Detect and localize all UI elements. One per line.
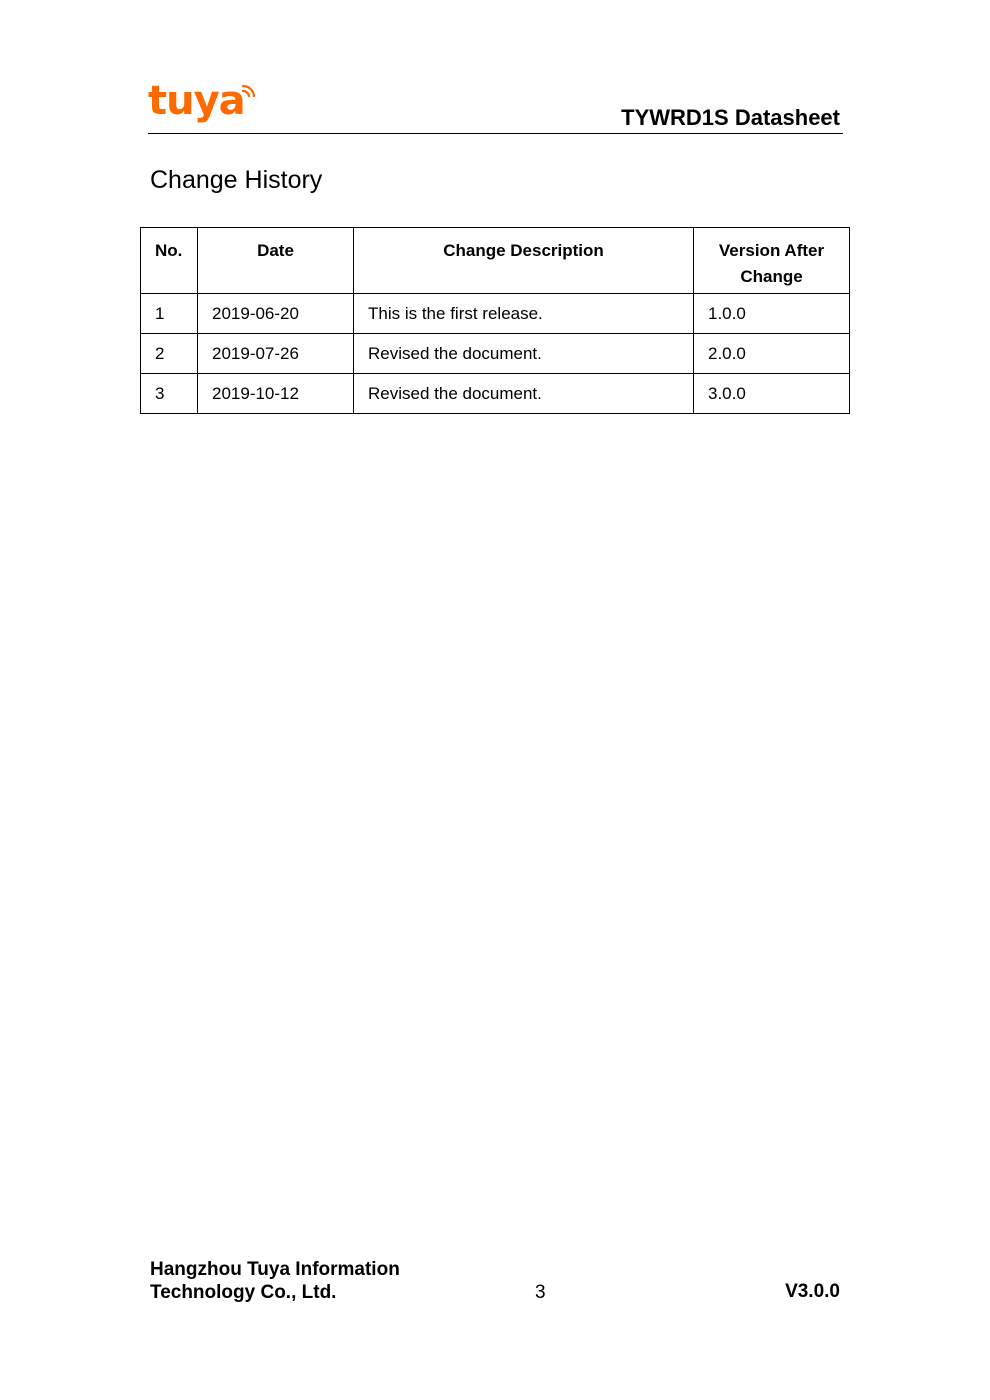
table-header-row — [141, 228, 850, 294]
header-date: Date — [198, 228, 354, 294]
cell-version: 1.0.0 — [694, 294, 850, 334]
page-number: 3 — [535, 1282, 546, 1303]
header-version-label: Version After Change — [718, 241, 825, 286]
footer-company — [150, 1258, 400, 1304]
cell-date: 2019-06-20 — [198, 294, 354, 334]
company-line-2: Technology Co., Ltd. — [150, 1282, 337, 1303]
footer-version: V3.0.0 — [785, 1281, 840, 1302]
header-no: No. — [141, 228, 198, 294]
document-title: TYWRD1S Datasheet — [621, 105, 840, 130]
tuya-logo — [148, 78, 257, 124]
section-title: Change History — [150, 166, 323, 194]
wifi-icon — [241, 82, 257, 98]
table-row — [141, 334, 850, 374]
cell-no: 1 — [141, 294, 198, 334]
cell-no: 2 — [141, 334, 198, 374]
company-line-1: Hangzhou Tuya Information — [150, 1259, 400, 1280]
cell-no: 3 — [141, 374, 198, 414]
cell-date: 2019-07-26 — [198, 334, 354, 374]
cell-date: 2019-10-12 — [198, 374, 354, 414]
cell-version: 2.0.0 — [694, 334, 850, 374]
change-history-table — [140, 227, 850, 414]
cell-description: Revised the document. — [354, 334, 694, 374]
table-row — [141, 374, 850, 414]
table-row — [141, 294, 850, 334]
cell-description: This is the first release. — [354, 294, 694, 334]
logo-text: tuya — [148, 78, 245, 124]
header-divider — [148, 133, 843, 134]
cell-version: 3.0.0 — [694, 374, 850, 414]
header-version — [694, 228, 850, 294]
cell-description: Revised the document. — [354, 374, 694, 414]
header-description: Change Description — [354, 228, 694, 294]
